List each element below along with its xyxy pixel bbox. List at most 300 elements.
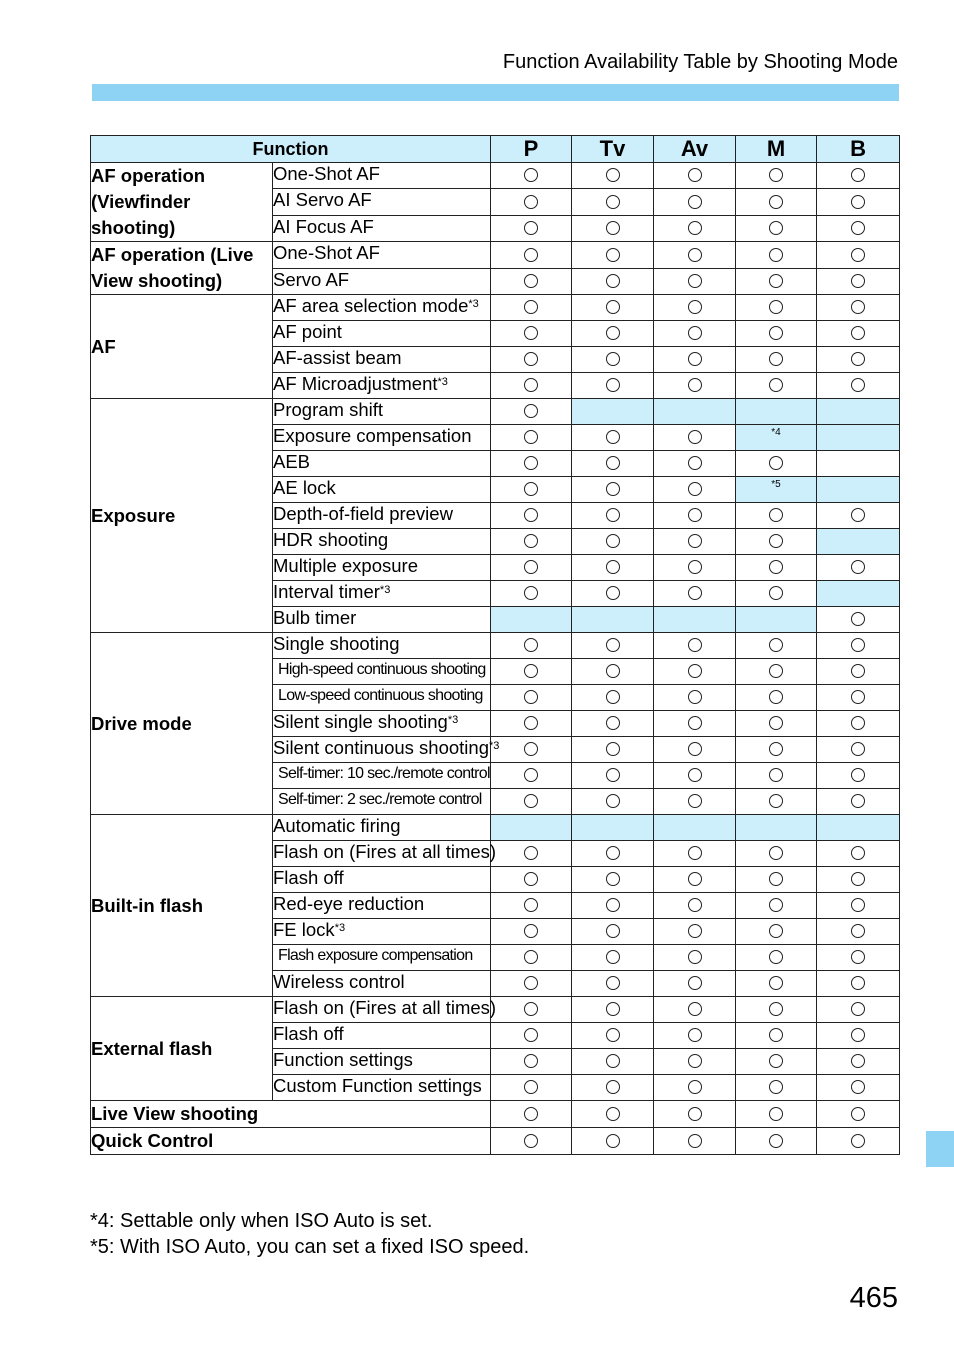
function-label: Flash off bbox=[273, 1023, 344, 1044]
circle-icon bbox=[851, 1080, 865, 1094]
available-cell bbox=[654, 321, 736, 347]
circle-icon bbox=[851, 846, 865, 860]
header-accent-bar bbox=[92, 84, 899, 101]
available-cell bbox=[654, 659, 736, 685]
function-label-cell bbox=[273, 971, 491, 997]
available-cell bbox=[488, 737, 572, 763]
available-cell bbox=[491, 295, 572, 321]
footnote-ref: *3 bbox=[379, 584, 391, 596]
function-label-cell bbox=[273, 919, 491, 945]
circle-icon bbox=[606, 456, 620, 470]
unavailable-cell bbox=[736, 607, 817, 633]
function-label: Flash exposure compensation bbox=[278, 947, 473, 964]
function-label: AF Microadjustment bbox=[273, 373, 438, 394]
available-cell bbox=[572, 997, 654, 1023]
table-row bbox=[91, 1101, 900, 1128]
available-cell bbox=[572, 971, 654, 997]
category-cell: AF operation (Viewfinder shooting) bbox=[91, 163, 273, 242]
circle-icon bbox=[769, 195, 783, 209]
circle-icon bbox=[606, 274, 620, 288]
circle-icon bbox=[606, 534, 620, 548]
circle-icon bbox=[688, 248, 702, 262]
circle-icon bbox=[769, 846, 783, 860]
circle-icon bbox=[769, 898, 783, 912]
function-label-cell bbox=[273, 477, 491, 503]
function-label-cell bbox=[273, 503, 491, 529]
available-cell bbox=[817, 685, 900, 711]
footnote-5: *5: With ISO Auto, you can set a fixed ISO speed. bbox=[90, 1236, 530, 1258]
circle-icon bbox=[606, 924, 620, 938]
circle-icon bbox=[769, 378, 783, 392]
circle-icon bbox=[524, 742, 538, 756]
circle-icon bbox=[524, 898, 538, 912]
available-cell bbox=[736, 789, 817, 815]
category-cell: Quick Control bbox=[91, 1128, 491, 1155]
available-cell bbox=[736, 711, 817, 737]
available-cell bbox=[491, 659, 572, 685]
available-cell bbox=[736, 1049, 817, 1075]
available-cell bbox=[654, 633, 736, 659]
available-cell bbox=[654, 295, 736, 321]
available-cell bbox=[736, 841, 817, 867]
circle-icon bbox=[606, 352, 620, 366]
available-cell bbox=[817, 555, 900, 581]
available-cell bbox=[817, 711, 900, 737]
circle-icon bbox=[851, 638, 865, 652]
circle-icon bbox=[769, 1107, 783, 1121]
circle-icon bbox=[606, 638, 620, 652]
function-label: Flash on (Fires at all times) bbox=[273, 841, 497, 862]
available-cell bbox=[572, 1049, 654, 1075]
function-label-cell bbox=[273, 295, 491, 321]
function-label-cell bbox=[273, 1075, 491, 1101]
circle-icon bbox=[851, 924, 865, 938]
circle-icon bbox=[769, 586, 783, 600]
circle-icon bbox=[688, 690, 702, 704]
table-header-row bbox=[91, 136, 900, 163]
circle-icon bbox=[524, 326, 538, 340]
circle-icon bbox=[769, 248, 783, 262]
function-label-cell bbox=[273, 321, 491, 347]
available-cell bbox=[572, 347, 654, 373]
available-cell bbox=[654, 529, 736, 555]
available-cell bbox=[491, 1023, 572, 1049]
function-label-cell bbox=[273, 347, 491, 373]
available-cell bbox=[491, 347, 572, 373]
circle-icon bbox=[606, 221, 620, 235]
circle-icon bbox=[524, 195, 538, 209]
mode-header-m: M bbox=[736, 136, 817, 163]
circle-icon bbox=[688, 976, 702, 990]
circle-icon bbox=[606, 794, 620, 808]
available-cell bbox=[817, 893, 900, 919]
footnote-ref: *3 bbox=[488, 740, 500, 752]
circle-icon bbox=[606, 378, 620, 392]
available-cell bbox=[736, 215, 817, 241]
available-cell bbox=[817, 1101, 900, 1128]
function-label: Bulb timer bbox=[273, 607, 357, 628]
available-cell bbox=[736, 268, 817, 295]
circle-icon bbox=[769, 976, 783, 990]
available-cell bbox=[491, 242, 572, 269]
circle-icon bbox=[769, 352, 783, 366]
function-label-cell bbox=[273, 399, 491, 425]
available-cell bbox=[654, 867, 736, 893]
unavailable-cell bbox=[817, 581, 900, 607]
available-cell bbox=[817, 1128, 900, 1155]
available-cell bbox=[817, 867, 900, 893]
available-cell bbox=[491, 1101, 572, 1128]
circle-icon bbox=[769, 1002, 783, 1016]
table-row bbox=[91, 399, 900, 425]
circle-icon bbox=[688, 586, 702, 600]
footnotes bbox=[90, 1208, 529, 1260]
available-cell bbox=[491, 893, 572, 919]
unavailable-cell bbox=[654, 607, 736, 633]
footnote-ref: *3 bbox=[468, 298, 479, 310]
circle-icon bbox=[851, 248, 865, 262]
circle-icon bbox=[688, 534, 702, 548]
table-row bbox=[91, 163, 900, 189]
unavailable-cell bbox=[654, 399, 736, 425]
circle-icon bbox=[688, 716, 702, 730]
circle-icon bbox=[606, 1054, 620, 1068]
available-cell bbox=[736, 971, 817, 997]
circle-icon bbox=[606, 195, 620, 209]
available-cell bbox=[817, 1075, 900, 1101]
available-cell bbox=[817, 919, 900, 945]
category-cell: AF operation (Live View shooting) bbox=[91, 242, 273, 295]
circle-icon bbox=[688, 924, 702, 938]
unavailable-cell bbox=[817, 425, 900, 451]
circle-icon bbox=[606, 326, 620, 340]
unavailable-cell bbox=[736, 815, 817, 841]
circle-icon bbox=[606, 168, 620, 182]
circle-icon bbox=[524, 1134, 538, 1148]
function-label-cell bbox=[273, 215, 491, 241]
circle-icon bbox=[769, 534, 783, 548]
circle-icon bbox=[606, 482, 620, 496]
function-label: HDR shooting bbox=[273, 529, 389, 550]
function-label: AF point bbox=[273, 321, 342, 342]
available-cell bbox=[654, 268, 736, 295]
available-cell bbox=[491, 841, 572, 867]
circle-icon bbox=[688, 1134, 702, 1148]
footnote-ref: *3 bbox=[447, 714, 459, 726]
function-label-cell bbox=[273, 189, 491, 215]
circle-icon bbox=[688, 221, 702, 235]
circle-icon bbox=[851, 168, 865, 182]
circle-icon bbox=[688, 326, 702, 340]
unavailable-cell bbox=[817, 477, 900, 503]
function-label: AF-assist beam bbox=[273, 347, 402, 368]
available-cell bbox=[654, 242, 736, 269]
circle-icon bbox=[606, 1107, 620, 1121]
circle-icon bbox=[606, 430, 620, 444]
unavailable-cell bbox=[491, 815, 572, 841]
mode-header-p: P bbox=[491, 136, 572, 163]
mode-header-av: Av bbox=[654, 136, 736, 163]
circle-icon bbox=[769, 508, 783, 522]
unavailable-cell bbox=[736, 399, 817, 425]
available-cell bbox=[654, 581, 736, 607]
empty-cell bbox=[817, 451, 900, 477]
circle-icon bbox=[688, 638, 702, 652]
circle-icon bbox=[851, 300, 865, 314]
function-label-cell bbox=[273, 945, 491, 971]
function-label: AF area selection mode bbox=[273, 295, 469, 316]
function-label-cell bbox=[273, 1023, 491, 1049]
circle-icon bbox=[688, 664, 702, 678]
circle-icon bbox=[524, 482, 538, 496]
circle-icon bbox=[851, 664, 865, 678]
function-label: Silent single shooting bbox=[273, 711, 448, 732]
circle-icon bbox=[606, 950, 620, 964]
function-label-cell bbox=[273, 163, 491, 189]
circle-icon bbox=[769, 1080, 783, 1094]
function-label: Flash on (Fires at all times) bbox=[273, 997, 497, 1018]
circle-icon bbox=[688, 872, 702, 886]
available-cell bbox=[817, 997, 900, 1023]
available-cell bbox=[817, 373, 900, 399]
available-cell bbox=[817, 503, 900, 529]
function-label: Wireless control bbox=[273, 971, 405, 992]
available-cell bbox=[491, 919, 572, 945]
table-row bbox=[91, 295, 900, 321]
circle-icon bbox=[851, 612, 865, 626]
circle-icon bbox=[769, 326, 783, 340]
function-label-cell bbox=[273, 711, 491, 737]
circle-icon bbox=[524, 768, 538, 782]
circle-icon bbox=[769, 794, 783, 808]
available-cell bbox=[817, 163, 900, 189]
circle-icon bbox=[524, 404, 538, 418]
circle-icon bbox=[524, 352, 538, 366]
available-cell bbox=[491, 1128, 572, 1155]
function-label: Flash off bbox=[273, 867, 344, 888]
circle-icon bbox=[851, 690, 865, 704]
circle-icon bbox=[606, 976, 620, 990]
circle-icon bbox=[688, 950, 702, 964]
available-cell bbox=[491, 997, 572, 1023]
circle-icon bbox=[524, 690, 538, 704]
available-cell bbox=[572, 215, 654, 241]
available-cell bbox=[736, 945, 817, 971]
available-cell bbox=[817, 737, 900, 763]
available-cell bbox=[654, 841, 736, 867]
function-column-header: Function bbox=[91, 136, 491, 163]
category-cell: AF bbox=[91, 295, 273, 399]
circle-icon bbox=[851, 221, 865, 235]
circle-icon bbox=[688, 898, 702, 912]
available-cell bbox=[572, 581, 654, 607]
function-label-cell bbox=[273, 242, 491, 269]
circle-icon bbox=[851, 1028, 865, 1042]
circle-icon bbox=[524, 638, 538, 652]
available-cell bbox=[654, 347, 736, 373]
available-cell bbox=[572, 268, 654, 295]
available-cell bbox=[654, 451, 736, 477]
function-label-cell bbox=[273, 893, 491, 919]
available-cell bbox=[736, 737, 817, 763]
circle-icon bbox=[688, 846, 702, 860]
available-cell bbox=[491, 945, 572, 971]
function-label-cell bbox=[273, 789, 491, 815]
available-cell bbox=[654, 1075, 736, 1101]
available-cell bbox=[491, 425, 572, 451]
available-cell bbox=[817, 607, 900, 633]
available-cell bbox=[572, 919, 654, 945]
available-cell bbox=[736, 581, 817, 607]
available-cell bbox=[736, 659, 817, 685]
circle-icon bbox=[524, 456, 538, 470]
category-cell: Drive mode bbox=[91, 633, 273, 815]
circle-icon bbox=[524, 221, 538, 235]
table-row bbox=[91, 633, 900, 659]
function-label: Depth-of-field preview bbox=[273, 503, 453, 524]
available-cell bbox=[736, 867, 817, 893]
circle-icon bbox=[688, 560, 702, 574]
circle-icon bbox=[606, 716, 620, 730]
circle-icon bbox=[688, 1028, 702, 1042]
function-label: Silent continuous shooting bbox=[273, 737, 489, 758]
circle-icon bbox=[524, 248, 538, 262]
available-cell bbox=[572, 1101, 654, 1128]
available-cell bbox=[817, 633, 900, 659]
function-label: Low-speed continuous shooting bbox=[278, 687, 483, 704]
unavailable-cell bbox=[654, 815, 736, 841]
available-cell bbox=[572, 1023, 654, 1049]
available-cell bbox=[572, 659, 654, 685]
circle-icon bbox=[851, 378, 865, 392]
available-cell bbox=[817, 1049, 900, 1075]
table-body bbox=[91, 163, 900, 1155]
available-cell bbox=[572, 163, 654, 189]
chapter-side-tab bbox=[926, 1131, 954, 1167]
available-cell bbox=[491, 529, 572, 555]
circle-icon bbox=[688, 274, 702, 288]
function-label: AE lock bbox=[273, 477, 336, 498]
circle-icon bbox=[769, 872, 783, 886]
circle-icon bbox=[524, 794, 538, 808]
available-cell bbox=[736, 1128, 817, 1155]
category-cell: Built-in flash bbox=[91, 815, 273, 997]
available-cell bbox=[491, 1075, 572, 1101]
circle-icon bbox=[769, 924, 783, 938]
table-row bbox=[91, 997, 900, 1023]
circle-icon bbox=[606, 1028, 620, 1042]
circle-icon bbox=[606, 508, 620, 522]
available-cell bbox=[572, 295, 654, 321]
available-cell bbox=[817, 659, 900, 685]
circle-icon bbox=[524, 534, 538, 548]
available-cell bbox=[491, 451, 572, 477]
available-cell bbox=[572, 711, 654, 737]
circle-icon bbox=[606, 1080, 620, 1094]
available-cell bbox=[817, 295, 900, 321]
circle-icon bbox=[688, 378, 702, 392]
function-label: High-speed continuous shooting bbox=[278, 661, 486, 678]
function-label-cell bbox=[273, 841, 497, 867]
available-cell bbox=[572, 841, 654, 867]
available-cell bbox=[736, 893, 817, 919]
available-cell bbox=[654, 737, 736, 763]
available-cell bbox=[654, 997, 736, 1023]
circle-icon bbox=[851, 560, 865, 574]
footnote-ref: *3 bbox=[437, 376, 448, 388]
circle-icon bbox=[524, 560, 538, 574]
circle-icon bbox=[688, 168, 702, 182]
available-cell bbox=[736, 321, 817, 347]
circle-icon bbox=[851, 274, 865, 288]
function-label-cell bbox=[273, 373, 491, 399]
available-cell bbox=[736, 997, 817, 1023]
circle-icon bbox=[769, 742, 783, 756]
available-cell bbox=[817, 971, 900, 997]
function-label: AI Servo AF bbox=[273, 189, 372, 211]
function-label: Red-eye reduction bbox=[273, 893, 425, 914]
function-label-cell bbox=[273, 763, 491, 789]
available-cell bbox=[491, 581, 572, 607]
available-cell bbox=[491, 477, 572, 503]
available-cell bbox=[736, 529, 817, 555]
function-label-cell bbox=[273, 685, 491, 711]
function-label-cell bbox=[273, 737, 500, 763]
function-label-cell bbox=[273, 997, 497, 1023]
circle-icon bbox=[606, 768, 620, 782]
available-cell bbox=[736, 763, 817, 789]
function-label: Multiple exposure bbox=[273, 555, 418, 576]
circle-icon bbox=[688, 1107, 702, 1121]
circle-icon bbox=[769, 168, 783, 182]
unavailable-cell bbox=[572, 815, 654, 841]
circle-icon bbox=[851, 716, 865, 730]
function-label: Automatic firing bbox=[273, 815, 401, 836]
circle-icon bbox=[606, 300, 620, 314]
available-cell bbox=[736, 1101, 817, 1128]
circle-icon bbox=[524, 378, 538, 392]
circle-icon bbox=[606, 560, 620, 574]
available-cell bbox=[572, 1128, 654, 1155]
available-cell bbox=[491, 215, 572, 241]
available-cell bbox=[572, 555, 654, 581]
function-label: Interval timer bbox=[273, 581, 380, 602]
circle-icon bbox=[688, 508, 702, 522]
circle-icon bbox=[851, 1002, 865, 1016]
available-cell bbox=[572, 685, 654, 711]
footnote-4: *4: Settable only when ISO Auto is set. bbox=[90, 1210, 433, 1232]
available-cell bbox=[817, 189, 900, 215]
function-label-cell bbox=[273, 867, 491, 893]
available-cell bbox=[736, 555, 817, 581]
available-cell bbox=[654, 789, 736, 815]
circle-icon bbox=[851, 1107, 865, 1121]
circle-icon bbox=[524, 430, 538, 444]
circle-icon bbox=[606, 586, 620, 600]
available-cell bbox=[654, 189, 736, 215]
available-cell bbox=[654, 477, 736, 503]
function-label-cell bbox=[273, 581, 491, 607]
available-cell bbox=[491, 373, 572, 399]
available-cell bbox=[736, 347, 817, 373]
available-cell bbox=[817, 789, 900, 815]
circle-icon bbox=[524, 1107, 538, 1121]
available-cell bbox=[654, 425, 736, 451]
circle-icon bbox=[769, 638, 783, 652]
circle-icon bbox=[688, 352, 702, 366]
available-cell bbox=[491, 1049, 572, 1075]
circle-icon bbox=[524, 508, 538, 522]
